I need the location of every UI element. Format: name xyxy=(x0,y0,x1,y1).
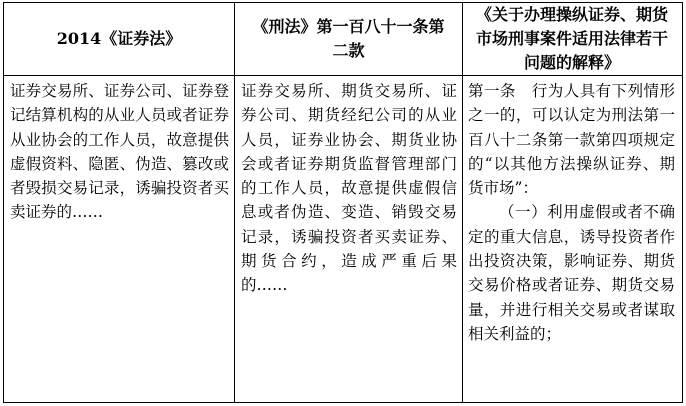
interpretation-article-one: 第一条 行为人具有下列情形之一的，可以认定为刑法第一百八十二条第一款第四项规定的“以其他方法操纵证券、期货市场”： xyxy=(468,82,675,198)
criminal-law-text: 证券交易所、期货交易所、证券公司、期货经纪公司的从业人员，证券业协会、期货业协会或者证券期货监督管理部门的工作人员，故意提供虚假信息或者伪造、变造、销毁交易记录，诱骗投资者买卖证券、期货合约，造成严重后果的…… xyxy=(241,82,457,295)
cell-securities-law xyxy=(10,79,229,225)
header-securities-law: 2014《证券法》 xyxy=(56,29,182,48)
comparison-table xyxy=(3,2,683,403)
header-divider xyxy=(4,75,682,76)
header-judicial-interpretation: 《关于办理操纵证券、期货市场刑事案件适用法律若干问题的解释》 xyxy=(475,5,668,72)
cell-judicial-interpretation xyxy=(468,79,675,346)
header-criminal-law: 《刑法》第一百八十一条第二款 xyxy=(252,17,445,60)
cell-criminal-law xyxy=(241,79,457,298)
interpretation-item-one: （一）利用虚假或者不确定的重大信息，诱导投资者作出投资决策，影响证券、期货交易价格或者证券、期货交易量，并进行相关交易或者谋取相关利益的； xyxy=(468,203,675,343)
securities-law-text: 证券交易所、证券公司、证券登记结算机构的从业人员或者证券从业协会的工作人员，故意提供虚假资料、隐匿、伪造、篡改或者毁损交易记录，诱骗投资者买卖证券的…… xyxy=(10,82,229,222)
